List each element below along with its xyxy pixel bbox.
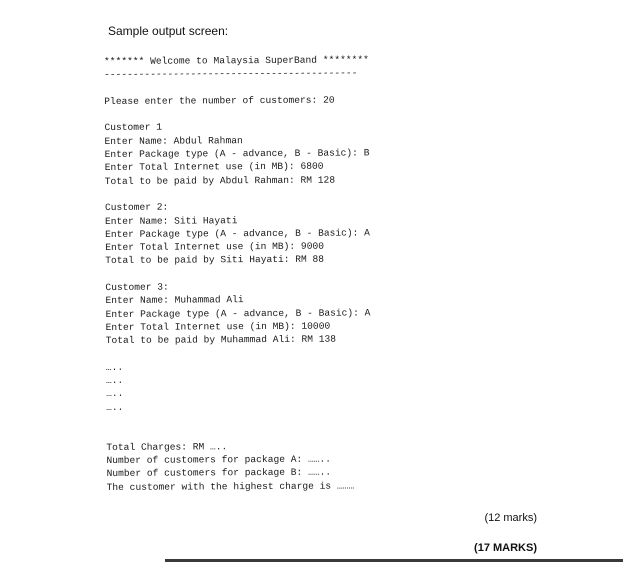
customer-total-line: Total to be paid by Muhammad Ali: RM 138 (105, 333, 337, 347)
ellipsis-line: ….. (106, 388, 124, 400)
customer-package-line: Enter Package type (A - advance, B - Basic): B (104, 147, 370, 161)
ellipsis-line: ….. (105, 361, 124, 373)
page-heading: Sample output screen: (108, 24, 229, 38)
banner-divider: -------------------------------------------- (104, 67, 358, 81)
customer-label: Customer 2: (104, 201, 169, 214)
customer-total-line: Total to be paid by Abdul Rahman: RM 128 (104, 174, 336, 187)
customer-label: Customer 3: (105, 281, 169, 294)
highest-charge-line: The customer with the highest charge is ……… (106, 479, 355, 493)
customer-total-line: Total to be paid by Siti Hayati: RM 88 (105, 254, 325, 267)
customer-usage-line: Enter Total Internet use (in MB): 10000 (105, 320, 331, 333)
customer-usage-line: Enter Total Internet use (in MB): 9000 (105, 240, 324, 254)
console-output (104, 53, 407, 494)
customer-block-2 (105, 199, 405, 267)
bottom-rule (165, 559, 623, 562)
customer-count-prompt: Please enter the number of customers: 20 (104, 94, 335, 107)
ellipsis-line: ….. (105, 375, 124, 387)
customer-name-line: Enter Name: Abdul Rahman (104, 134, 243, 147)
package-a-count-line: Number of customers for package A: …….. (106, 453, 332, 466)
ellipsis-line: ….. (106, 401, 124, 413)
ellipsis-block (106, 359, 406, 414)
total-marks: (17 MARKS) (474, 542, 537, 554)
summary-block (106, 439, 406, 494)
customer-block-1 (104, 120, 404, 188)
customer-usage-line: Enter Total Internet use (in MB): 6800 (104, 161, 324, 174)
customer-block-3 (105, 279, 405, 347)
customer-name-line: Enter Name: Muhammad Ali (105, 294, 244, 307)
package-b-count-line: Number of customers for package B: …….. (106, 466, 332, 480)
customer-name-line: Enter Name: Siti Hayati (104, 214, 238, 227)
total-charges-line: Total Charges: RM ….. (106, 440, 228, 453)
customer-package-line: Enter Package type (A - advance, B - Basic): A (105, 227, 370, 240)
customer-label: Customer 1 (104, 122, 163, 134)
customer-package-line: Enter Package type (A - advance, B - Basic): A (105, 307, 371, 320)
welcome-banner: ******* Welcome to Malaysia SuperBand ******** (104, 54, 369, 67)
question-marks: (12 marks) (484, 512, 537, 524)
